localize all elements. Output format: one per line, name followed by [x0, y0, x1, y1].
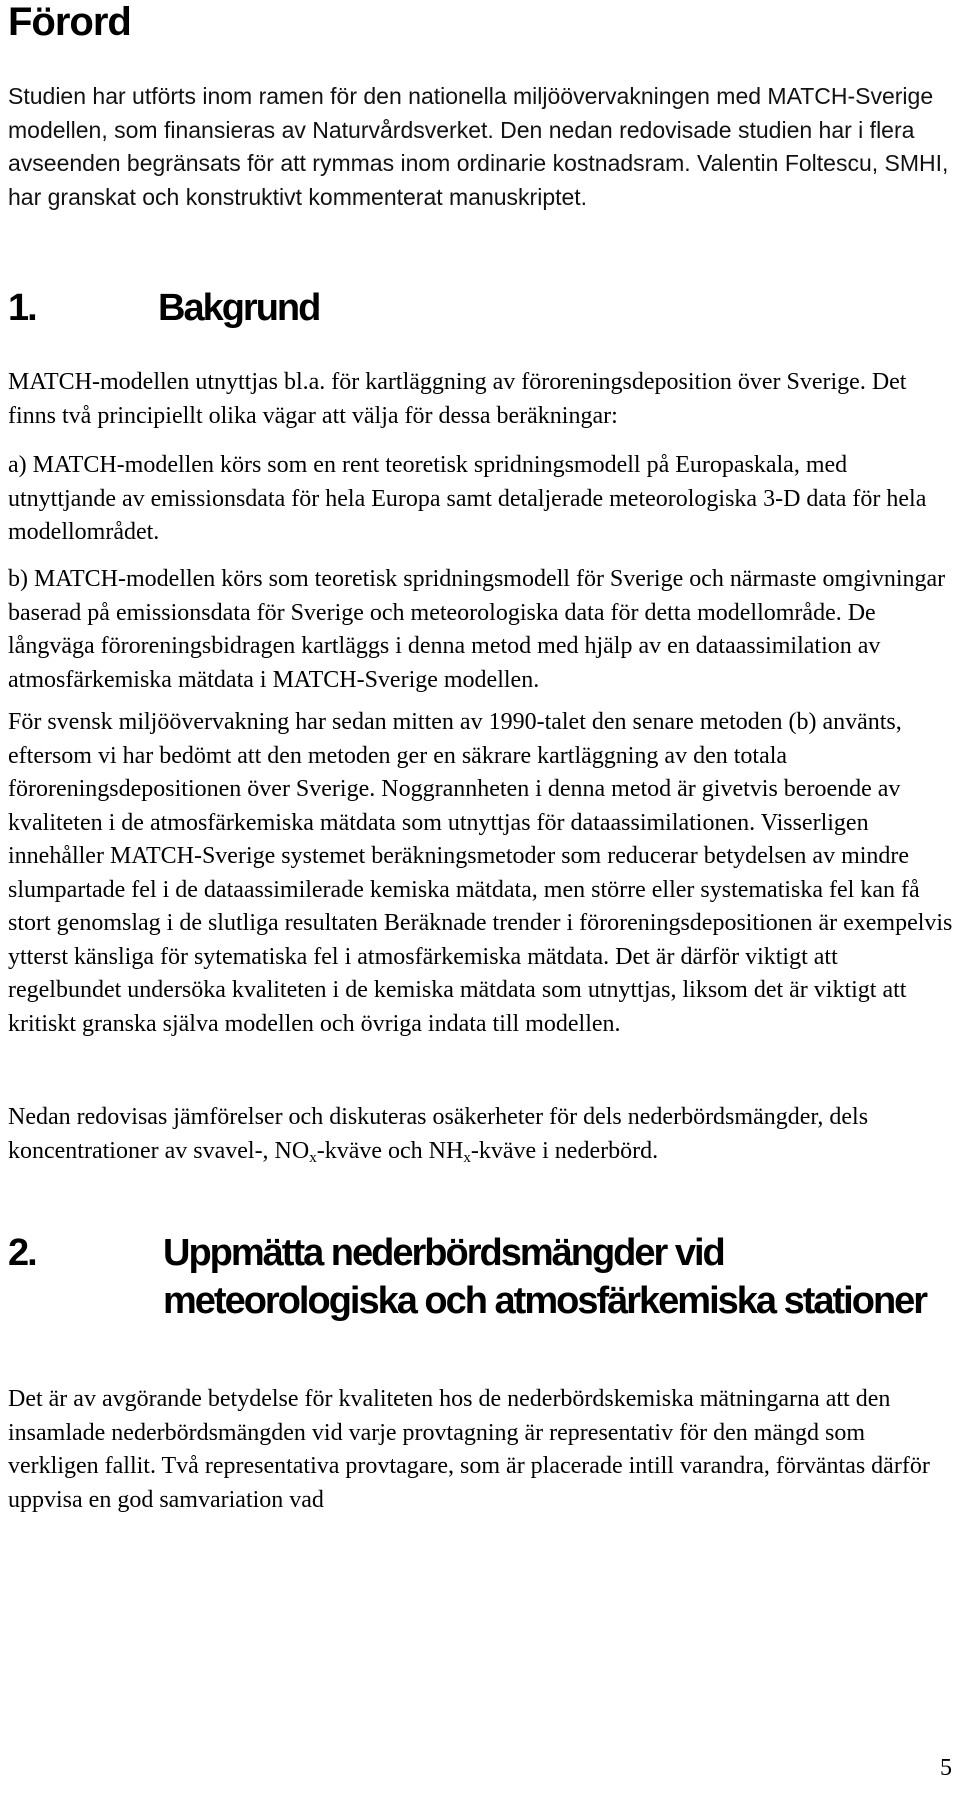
- section-2-title: Uppmätta nederbördsmängder vid meteorologiska och atmosfärkemiska stationer: [163, 1232, 927, 1322]
- section-1-heading: [8, 284, 319, 332]
- section-1-paragraph-3: b) MATCH-modellen körs som teoretisk spridningsmodell för Sverige och närmaste omgivningar baserad på emissionsdata för Sverige och meteorologiska data för detta modellområde. De långväga föroreningsbidragen kartläggs i denna metod med hjälp av en dataassimilation av atmosfärkemiska mätdata i MATCH-Sverige modellen.: [8, 566, 946, 693]
- section-1-paragraph-5: [8, 1101, 956, 1168]
- foreword-paragraph: Studien har utförts inom ramen för den nationella miljöövervakningen med MATCH-Sverige modellen, som finansieras av Naturvårdsverket. Den nedan redovisade studien har i flera avseenden begränsats för att rymmas inom ordinarie kostnadsram. Valentin Foltescu, SMHI, har granskat och konstruktivt kommenterat manuskriptet.: [8, 83, 949, 210]
- section-1-paragraph-1: MATCH-modellen utnyttjas bl.a. för kartläggning av föroreningsdeposition över Sverige. Det finns två principiellt olika vägar att välja för dessa beräkningar:: [8, 369, 907, 429]
- section-1-title: Bakgrund: [158, 287, 320, 329]
- section-2-paragraph-1: Det är av avgörande betydelse för kvaliteten hos de nederbördskemiska mätningarna att den insamlade nederbördsmängden vid varje provtagning är representativ för den mängd som verkligen fallit. Två representativa provtagare, som är placerade intill varandra, förväntas därför uppvisa en god samvariation vad: [8, 1386, 930, 1513]
- p5-text-2: -kväve och NH: [316, 1137, 464, 1164]
- p5-subscript-2: x: [463, 1149, 471, 1166]
- p5-text-1: Nedan redovisas jämförelser och diskuteras osäkerheter för dels nederbördsmängder, dels koncentrationer av svavel-, NO: [8, 1104, 869, 1164]
- section-1-paragraph-4: För svensk miljöövervakning har sedan mitten av 1990-talet den senare metoden (b) använts, eftersom vi har bedömt att den metoden ger en säkrare kartläggning av den totala föroreningsdepositionen över Sverige. Noggrannheten i denna metod är givetvis beroende av kvaliteten i de atmosfärkemiska mätdata som utnyttjas för dataassimilationen. Visserligen innehåller MATCH-Sverige systemet beräkningsmetoder som reducerar betydelsen av mindre slumpartade fel i de dataassimilerade kemiska mätdata, men större eller systematiska fel kan få stort genomslag i de slutliga resultaten Beräknade trender i föroreningsdepositionen är exempelvis ytterst känsliga för sytematiska fel i atmosfärkemiska mätdata. Det är därför viktigt att regelbundet undersöka kvaliteten i de kemiska mätdata som utnyttjas, liksom det är viktigt att kritiskt granska själva modellen och övriga indata till modellen.: [8, 709, 953, 1037]
- section-2-number: 2.: [8, 1232, 36, 1274]
- foreword-heading: Förord: [8, 0, 131, 44]
- p5-subscript-1: x: [309, 1149, 317, 1166]
- p5-text-3: -kväve i nederbörd.: [470, 1137, 659, 1164]
- page-number: 5: [940, 1755, 952, 1781]
- section-1-number: 1.: [8, 287, 36, 329]
- section-1-paragraph-2: a) MATCH-modellen körs som en rent teoretisk spridningsmodell på Europaskala, med utnyttjande av emissionsdata för hela Europa samt detaljerade meteorologiska 3-D data för hela modellområdet.: [8, 452, 927, 545]
- section-2-heading: [8, 1229, 943, 1325]
